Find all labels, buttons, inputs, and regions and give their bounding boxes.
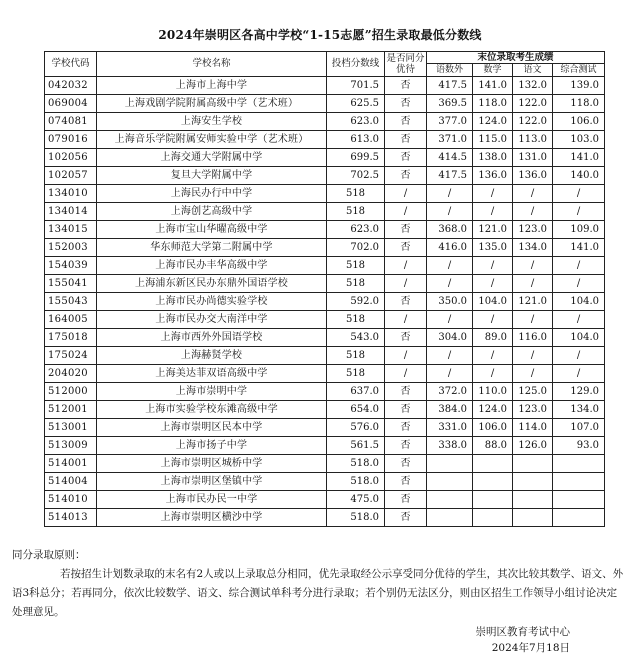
school-name-cell: 上海市崇明区堡镇中学: [97, 473, 327, 491]
table-row: [45, 275, 605, 293]
tie-priority-cell: 否: [385, 221, 427, 239]
comprehensive-score-cell: 141.0: [553, 149, 605, 167]
school-code-cell: 134010: [45, 185, 97, 203]
cutoff-score-cell: 702.5: [327, 167, 385, 185]
math-score-cell: 110.0: [473, 383, 513, 401]
comprehensive-score-cell: 93.0: [553, 437, 605, 455]
cutoff-score-cell: 623.0: [327, 221, 385, 239]
table-row: [45, 95, 605, 113]
table-row: [45, 365, 605, 383]
tie-priority-cell: 否: [385, 239, 427, 257]
chinese-math-english-cell: 417.5: [427, 77, 473, 95]
cutoff-score-cell: 518.0: [327, 455, 385, 473]
math-score-cell: [473, 473, 513, 491]
math-score-cell: 88.0: [473, 437, 513, 455]
table-row: [45, 401, 605, 419]
cutoff-score-cell: 543.0: [327, 329, 385, 347]
cutoff-score-cell: 475.0: [327, 491, 385, 509]
tie-priority-cell: 否: [385, 455, 427, 473]
chinese-score-cell: /: [513, 347, 553, 365]
school-code-cell: 512001: [45, 401, 97, 419]
table-row: [45, 149, 605, 167]
math-score-cell: 124.0: [473, 401, 513, 419]
tie-priority-cell: 否: [385, 95, 427, 113]
school-name-cell: 上海市实验学校东滩高级中学: [97, 401, 327, 419]
chinese-score-cell: 136.0: [513, 167, 553, 185]
chinese-math-english-cell: [427, 455, 473, 473]
admission-score-table: [44, 51, 605, 527]
comprehensive-score-cell: /: [553, 347, 605, 365]
cutoff-score-cell: 699.5: [327, 149, 385, 167]
school-code-cell: 514010: [45, 491, 97, 509]
chinese-score-cell: /: [513, 185, 553, 203]
school-code-cell: 512000: [45, 383, 97, 401]
school-name-cell: 华东师范大学第二附属中学: [97, 239, 327, 257]
chinese-score-cell: /: [513, 275, 553, 293]
chinese-score-cell: [513, 473, 553, 491]
math-score-cell: 138.0: [473, 149, 513, 167]
table-row: [45, 167, 605, 185]
header-chinese-math-english: 语数外: [427, 64, 473, 77]
chinese-math-english-cell: /: [427, 257, 473, 275]
school-name-cell: 上海赫贤学校: [97, 347, 327, 365]
chinese-math-english-cell: 350.0: [427, 293, 473, 311]
table-row: [45, 419, 605, 437]
chinese-math-english-cell: 384.0: [427, 401, 473, 419]
math-score-cell: /: [473, 257, 513, 275]
tie-priority-cell: 否: [385, 149, 427, 167]
header-chinese: 语文: [513, 64, 553, 77]
chinese-math-english-cell: 417.5: [427, 167, 473, 185]
chinese-math-english-cell: /: [427, 203, 473, 221]
tie-rules-notes: [12, 546, 624, 622]
signature-block: [476, 624, 571, 656]
chinese-math-english-cell: [427, 509, 473, 527]
tie-priority-cell: 否: [385, 509, 427, 527]
cutoff-score-cell: 592.0: [327, 293, 385, 311]
cutoff-score-cell: 518: [327, 203, 385, 221]
math-score-cell: 89.0: [473, 329, 513, 347]
comprehensive-score-cell: 107.0: [553, 419, 605, 437]
table-row: [45, 113, 605, 131]
school-name-cell: 上海市宝山华曜高级中学: [97, 221, 327, 239]
header-last-admitted-scores: 末位录取考生成绩: [427, 52, 605, 64]
comprehensive-score-cell: 118.0: [553, 95, 605, 113]
math-score-cell: 124.0: [473, 113, 513, 131]
chinese-score-cell: /: [513, 311, 553, 329]
chinese-math-english-cell: 368.0: [427, 221, 473, 239]
school-code-cell: 514013: [45, 509, 97, 527]
comprehensive-score-cell: /: [553, 185, 605, 203]
chinese-math-english-cell: 371.0: [427, 131, 473, 149]
math-score-cell: [473, 491, 513, 509]
comprehensive-score-cell: /: [553, 257, 605, 275]
tie-priority-cell: 否: [385, 293, 427, 311]
school-name-cell: 上海市上海中学: [97, 77, 327, 95]
cutoff-score-cell: 518: [327, 347, 385, 365]
chinese-score-cell: 123.0: [513, 221, 553, 239]
cutoff-score-cell: 702.0: [327, 239, 385, 257]
tie-priority-cell: 否: [385, 113, 427, 131]
school-name-cell: 上海美达菲双语高级中学: [97, 365, 327, 383]
math-score-cell: /: [473, 203, 513, 221]
tie-priority-cell: 否: [385, 131, 427, 149]
comprehensive-score-cell: [553, 473, 605, 491]
header-tie-priority: 是否同分优待: [386, 53, 425, 75]
comprehensive-score-cell: 140.0: [553, 167, 605, 185]
chinese-score-cell: 113.0: [513, 131, 553, 149]
chinese-score-cell: 134.0: [513, 239, 553, 257]
comprehensive-score-cell: 106.0: [553, 113, 605, 131]
comprehensive-score-cell: /: [553, 203, 605, 221]
cutoff-score-cell: 518.0: [327, 509, 385, 527]
table-row: [45, 329, 605, 347]
math-score-cell: 136.0: [473, 167, 513, 185]
school-code-cell: 514001: [45, 455, 97, 473]
chinese-math-english-cell: /: [427, 365, 473, 383]
chinese-score-cell: /: [513, 257, 553, 275]
chinese-score-cell: /: [513, 203, 553, 221]
chinese-score-cell: [513, 491, 553, 509]
comprehensive-score-cell: 104.0: [553, 329, 605, 347]
comprehensive-score-cell: [553, 491, 605, 509]
header-comprehensive-test: 综合测试: [553, 64, 605, 77]
math-score-cell: /: [473, 275, 513, 293]
tie-priority-cell: 否: [385, 473, 427, 491]
chinese-score-cell: 123.0: [513, 401, 553, 419]
school-name-cell: 复旦大学附属中学: [97, 167, 327, 185]
chinese-math-english-cell: /: [427, 311, 473, 329]
cutoff-score-cell: 518: [327, 185, 385, 203]
table-row: [45, 455, 605, 473]
chinese-score-cell: 122.0: [513, 113, 553, 131]
table-row: [45, 437, 605, 455]
table-row: [45, 185, 605, 203]
cutoff-score-cell: 518.0: [327, 473, 385, 491]
comprehensive-score-cell: 139.0: [553, 77, 605, 95]
chinese-math-english-cell: /: [427, 185, 473, 203]
school-name-cell: 上海市崇明区城桥中学: [97, 455, 327, 473]
school-name-cell: 上海戏剧学院附属高级中学（艺术班）: [97, 95, 327, 113]
table-row: [45, 239, 605, 257]
school-name-cell: 上海市民办交大南洋中学: [97, 311, 327, 329]
cutoff-score-cell: 613.0: [327, 131, 385, 149]
cutoff-score-cell: 518: [327, 311, 385, 329]
tie-priority-cell: 否: [385, 167, 427, 185]
table-row: [45, 203, 605, 221]
school-name-cell: 上海民办行中中学: [97, 185, 327, 203]
math-score-cell: 135.0: [473, 239, 513, 257]
math-score-cell: 106.0: [473, 419, 513, 437]
table-row: [45, 221, 605, 239]
cutoff-score-cell: 518: [327, 257, 385, 275]
chinese-score-cell: [513, 509, 553, 527]
chinese-math-english-cell: 304.0: [427, 329, 473, 347]
cutoff-score-cell: 701.5: [327, 77, 385, 95]
chinese-score-cell: /: [513, 365, 553, 383]
table-row: [45, 491, 605, 509]
tie-priority-cell: 否: [385, 77, 427, 95]
comprehensive-score-cell: [553, 509, 605, 527]
math-score-cell: [473, 509, 513, 527]
tie-priority-cell: /: [385, 365, 427, 383]
header-cutoff-score: 投档分数线: [327, 52, 385, 77]
chinese-math-english-cell: 377.0: [427, 113, 473, 131]
table-row: [45, 473, 605, 491]
school-name-cell: 上海音乐学院附属安师实验中学（艺术班）: [97, 131, 327, 149]
school-name-cell: 上海市民办丰华高级中学: [97, 257, 327, 275]
signature-date: 2024年7月18日: [491, 642, 570, 654]
comprehensive-score-cell: 104.0: [553, 293, 605, 311]
math-score-cell: 118.0: [473, 95, 513, 113]
chinese-score-cell: 121.0: [513, 293, 553, 311]
comprehensive-score-cell: /: [553, 275, 605, 293]
chinese-math-english-cell: 338.0: [427, 437, 473, 455]
math-score-cell: 121.0: [473, 221, 513, 239]
school-code-cell: 152003: [45, 239, 97, 257]
school-name-cell: 上海市西外外国语学校: [97, 329, 327, 347]
comprehensive-score-cell: 134.0: [553, 401, 605, 419]
chinese-score-cell: 125.0: [513, 383, 553, 401]
math-score-cell: 115.0: [473, 131, 513, 149]
school-code-cell: 155043: [45, 293, 97, 311]
chinese-math-english-cell: 414.5: [427, 149, 473, 167]
comprehensive-score-cell: 109.0: [553, 221, 605, 239]
school-code-cell: 175018: [45, 329, 97, 347]
school-name-cell: 上海市民办尚德实验学校: [97, 293, 327, 311]
tie-priority-cell: /: [385, 347, 427, 365]
header-school-name: 学校名称: [97, 52, 327, 77]
notes-heading: 同分录取原则：: [12, 549, 86, 561]
chinese-score-cell: 114.0: [513, 419, 553, 437]
school-code-cell: 102057: [45, 167, 97, 185]
chinese-score-cell: 131.0: [513, 149, 553, 167]
math-score-cell: /: [473, 347, 513, 365]
cutoff-score-cell: 518: [327, 275, 385, 293]
cutoff-score-cell: 576.0: [327, 419, 385, 437]
chinese-score-cell: 132.0: [513, 77, 553, 95]
school-code-cell: 079016: [45, 131, 97, 149]
notes-paragraph: 若按招生计划数录取的末名有2人或以上录取总分相同，优先录取经公示享受同分优待的学生，其次比较其数学、语文、外语3科总分；若再同分，依次比较数学、语文、综合测试单科考分进行录取；若个别仍无法区分，则由区招生工作领导小组讨论决定处理意见。: [12, 568, 624, 618]
math-score-cell: 141.0: [473, 77, 513, 95]
comprehensive-score-cell: 129.0: [553, 383, 605, 401]
school-code-cell: 074081: [45, 113, 97, 131]
school-name-cell: 上海市崇明区民本中学: [97, 419, 327, 437]
header-math: 数学: [473, 64, 513, 77]
school-code-cell: 164005: [45, 311, 97, 329]
table-row: [45, 383, 605, 401]
cutoff-score-cell: 518: [327, 365, 385, 383]
chinese-math-english-cell: [427, 491, 473, 509]
math-score-cell: [473, 455, 513, 473]
school-code-cell: 513009: [45, 437, 97, 455]
tie-priority-cell: /: [385, 275, 427, 293]
table-row: [45, 77, 605, 95]
cutoff-score-cell: 654.0: [327, 401, 385, 419]
tie-priority-cell: 否: [385, 383, 427, 401]
tie-priority-cell: /: [385, 185, 427, 203]
cutoff-score-cell: 561.5: [327, 437, 385, 455]
comprehensive-score-cell: 103.0: [553, 131, 605, 149]
chinese-math-english-cell: /: [427, 275, 473, 293]
school-code-cell: 514004: [45, 473, 97, 491]
header-school-code: 学校代码: [45, 52, 97, 77]
table-row: [45, 131, 605, 149]
school-name-cell: 上海浦东新区民办东鼎外国语学校: [97, 275, 327, 293]
school-name-cell: 上海市民办民一中学: [97, 491, 327, 509]
school-name-cell: 上海市崇明中学: [97, 383, 327, 401]
school-code-cell: 069004: [45, 95, 97, 113]
school-code-cell: 042032: [45, 77, 97, 95]
school-code-cell: 175024: [45, 347, 97, 365]
chinese-math-english-cell: 416.0: [427, 239, 473, 257]
school-code-cell: 134015: [45, 221, 97, 239]
tie-priority-cell: 否: [385, 419, 427, 437]
school-code-cell: 155041: [45, 275, 97, 293]
table-row: [45, 293, 605, 311]
tie-priority-cell: 否: [385, 329, 427, 347]
math-score-cell: /: [473, 365, 513, 383]
chinese-score-cell: 122.0: [513, 95, 553, 113]
comprehensive-score-cell: 141.0: [553, 239, 605, 257]
table-row: [45, 509, 605, 527]
math-score-cell: /: [473, 185, 513, 203]
cutoff-score-cell: 625.5: [327, 95, 385, 113]
school-name-cell: 上海市扬子中学: [97, 437, 327, 455]
chinese-score-cell: [513, 455, 553, 473]
school-code-cell: 134014: [45, 203, 97, 221]
school-code-cell: 513001: [45, 419, 97, 437]
school-name-cell: 上海创艺高级中学: [97, 203, 327, 221]
school-name-cell: 上海交通大学附属中学: [97, 149, 327, 167]
page-title: 2024年崇明区各高中学校“1-15志愿”招生录取最低分数线: [158, 28, 482, 42]
chinese-math-english-cell: 372.0: [427, 383, 473, 401]
chinese-score-cell: 116.0: [513, 329, 553, 347]
school-code-cell: 204020: [45, 365, 97, 383]
table-row: [45, 347, 605, 365]
comprehensive-score-cell: /: [553, 311, 605, 329]
math-score-cell: 104.0: [473, 293, 513, 311]
signature-org: 崇明区教育考试中心: [475, 626, 570, 638]
comprehensive-score-cell: [553, 455, 605, 473]
school-name-cell: 上海安生学校: [97, 113, 327, 131]
table-row: [45, 311, 605, 329]
chinese-score-cell: 126.0: [513, 437, 553, 455]
chinese-math-english-cell: /: [427, 347, 473, 365]
chinese-math-english-cell: 331.0: [427, 419, 473, 437]
chinese-math-english-cell: 369.5: [427, 95, 473, 113]
cutoff-score-cell: 637.0: [327, 383, 385, 401]
cutoff-score-cell: 623.0: [327, 113, 385, 131]
school-code-cell: 154039: [45, 257, 97, 275]
tie-priority-cell: /: [385, 203, 427, 221]
tie-priority-cell: /: [385, 257, 427, 275]
math-score-cell: /: [473, 311, 513, 329]
school-code-cell: 102056: [45, 149, 97, 167]
tie-priority-cell: 否: [385, 437, 427, 455]
table-row: [45, 257, 605, 275]
tie-priority-cell: /: [385, 311, 427, 329]
tie-priority-cell: 否: [385, 491, 427, 509]
school-name-cell: 上海市崇明区横沙中学: [97, 509, 327, 527]
table-body: [45, 77, 605, 527]
tie-priority-cell: 否: [385, 401, 427, 419]
chinese-math-english-cell: [427, 473, 473, 491]
comprehensive-score-cell: /: [553, 365, 605, 383]
